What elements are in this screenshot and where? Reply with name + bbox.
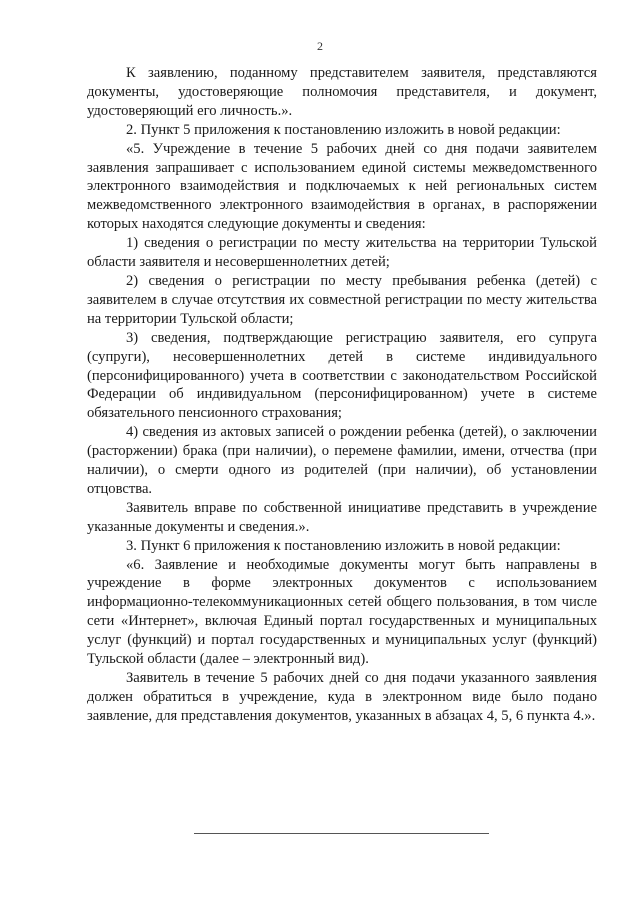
end-divider-line <box>194 833 489 834</box>
paragraph-7: 4) сведения из актовых записей о рождении ребенка (детей), о заключении (расторжении) брака (при наличии), о перемене фамилии, имени, отчества (при наличии), о смерти одного из родителей (при наличии), об установлении отцовства. <box>87 424 597 497</box>
paragraph-6: 3) сведения, подтверждающие регистрацию заявителя, его супруга (супруги), несовершеннолетних детей в системе индивидуального (персонифицированного) учета в соответствии с законодательством Российской Федерации об индивидуальном (персонифицированном) учете в системе обязательного пенсионного страхования; <box>87 329 597 422</box>
paragraph-4: 1) сведения о регистрации по месту жительства на территории Тульской области заявителя и несовершеннолетних детей; <box>87 235 597 271</box>
paragraph-3: «5. Учреждение в течение 5 рабочих дней со дня подачи заявителем заявления запрашивает с использованием единой системы межведомственного электронного взаимодействия и подключаемых к ней региональных систем межведомственного электронного взаимодействия в органах, в распоряжении которых находятся следующие документы и сведения: <box>87 140 597 233</box>
paragraph-9: 3. Пункт 6 приложения к постановлению изложить в новой редакции: <box>126 537 561 554</box>
paragraph-8: Заявитель вправе по собственной инициативе представить в учреждение указанные документы и сведения.». <box>87 499 597 535</box>
paragraph-5: 2) сведения о регистрации по месту пребывания ребенка (детей) с заявителем в случае отсутствия их совместной регистрации по месту жительства на территории Тульской области; <box>87 272 597 327</box>
paragraph-10: «6. Заявление и необходимые документы могут быть направлены в учреждение в форме электронных документов с использованием информационно-телекоммуникационных сетей общего пользования, в том числе сети «Интернет», включая Единый портал государственных и муниципальных услуг (функций) и портал государственных и муниципальных услуг (функций) Тульской области (далее – электронный вид). <box>87 556 597 668</box>
document-body <box>87 64 597 726</box>
paragraph-2: 2. Пункт 5 приложения к постановлению изложить в новой редакции: <box>126 121 561 138</box>
paragraph-1: К заявлению, поданному представителем заявителя, представляются документы, удостоверяющие полномочия представителя, и документ, удостоверяющий его личность.». <box>87 65 597 119</box>
paragraph-11: Заявитель в течение 5 рабочих дней со дня подачи указанного заявления должен обратиться в учреждение, куда в электронном виде было подано заявление, для представления документов, указанных в абзацах 4, 5, 6 пункта 4.». <box>87 670 597 724</box>
page-number: 2 <box>317 39 323 53</box>
